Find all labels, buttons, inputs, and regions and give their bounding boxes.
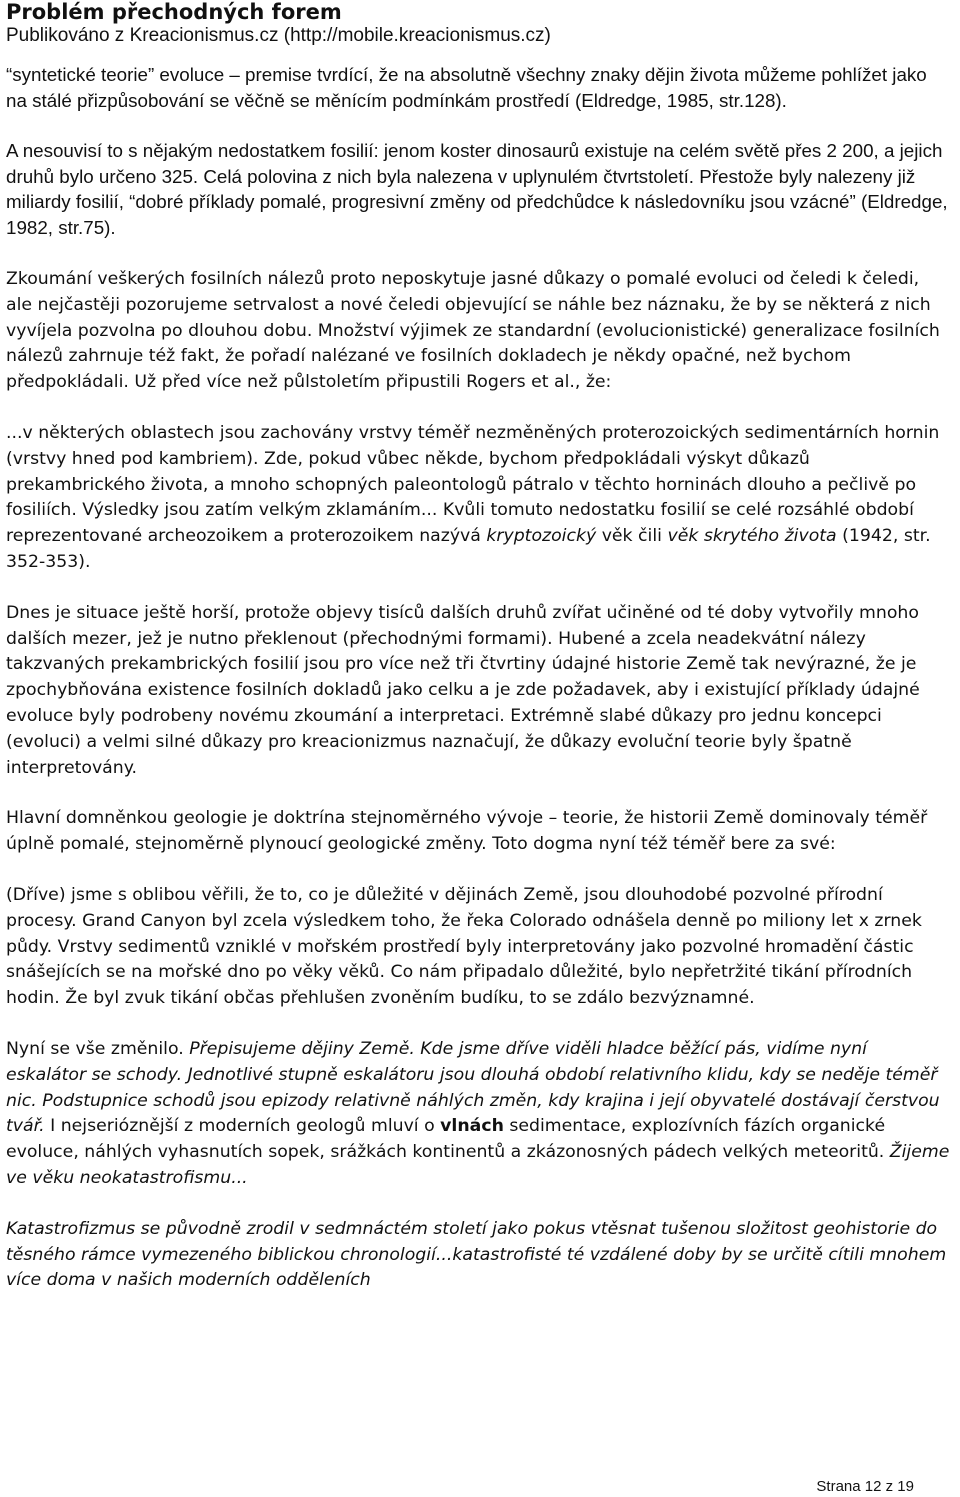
- paragraph-text: Zkoumání veškerých fosilních nálezů proto neposkytuje jasné důkazy o pomalé evoluci od čeledi k čeledi, ale nejčastěji pozorujeme setrvalost a nové čeledi objevující se náhle bez náznaku, že by se některá z nich vyvíjela pozvolna po dlouhou dobu. Množství výjimek ze standardní (evolucionistické) generalizace fosilních nálezů zahrnuje též fakt, že pořadí nalézané ve fosilních dokladech je někdy opačné, než bychom předpokládali. Už před více než půlstoletím připustili Rogers et al., že:: [6, 269, 940, 393]
- paragraph-text: věk čili: [596, 526, 668, 547]
- paragraph-text: A nesouvisí to s nějakým nedostatkem fosilií: jenom koster dinosaurů existuje na celém světě přes 2 200, a jejich druhů bylo určeno 325. Celá polovina z nich byla nalezena v uplynulém čtvrtstoletí.: [6, 140, 943, 187]
- document-title: Problém přechodných forem: [6, 0, 342, 24]
- italic-quote: Žijeme ve věku neokatastrofismu...: [6, 1142, 950, 1188]
- italic-quote: Přepisujeme dějiny Země. Kde jsme dříve viděli hladce běžící pás, vidíme nyní eskalátor se schody. Jednotlivé stupně eskalátoru jsou dlouhá období relativního klidu, kdy se neděje téměř nic. Podstupnice schodů jsou epizody relativně náhlých změn, kdy krajina i její obyvatelé dostávají čerstvou tvář.: [6, 1038, 940, 1137]
- page-header: [6, 0, 954, 47]
- italic-quote: Katastrofizmus se původně zrodil v sedmnáctém století jako pokus vtěsnat tušenou složitost geohistorie do těsného rámce vymezeného biblickou chronologií...katastrofisté té vzdálené doby by se určitě cítili mnohem více doma v našich moderních odděleních: [6, 1218, 947, 1291]
- paragraph-synthetic-theory: [6, 62, 950, 113]
- italic-term: kryptozoický: [486, 526, 597, 547]
- paragraph-text: I nejserióznější z moderních geologů mluví o: [44, 1116, 441, 1137]
- paragraph-catastrophism: [6, 1217, 950, 1294]
- paragraph-text: sedimentace, explozívních fázích organické evoluce, náhlých vyhasnutích sopek, srážkách kontinentů a zkázonosných pádech velkých meteoritů.: [6, 1116, 890, 1163]
- article-body: [6, 62, 950, 1294]
- paragraph-text: Nyní se vše změnilo.: [6, 1038, 190, 1059]
- paragraph-text: (1942, str. 352-353).: [6, 526, 931, 572]
- italic-term: věk skrytého života: [667, 526, 837, 547]
- bold-term: vlnách: [440, 1116, 504, 1137]
- page-number: Strana 12 z 19: [816, 1478, 914, 1495]
- publication-source: Publikováno z Kreacionismus.cz (http://mobile.kreacionismus.cz): [6, 25, 551, 46]
- paragraph-text: ...v některých oblastech jsou zachovány vrstvy téměř nezměněných proterozoických sedimentárních hornin (vrstvy hned pod kambriem). Zde, pokud vůbec někde, bychom předpokládali výskyt důkazů prekambrického života, a mnoho schopných paleontologů pátralo v těchto horninách dlouho a pečlivě po fosiliích. Výsledky jsou zatím velkým zklamáním... Kvůli tomuto nedostatku fosilií se celé rozsáhlé období reprezentované archeozoikem a proterozoikem nazývá: [6, 422, 940, 547]
- paragraph-current-situation: [6, 601, 950, 782]
- paragraph-text: “syntetické teorie” evoluce – premise tvrdící, že na absolutně všechny znaky dějin života můžeme pohlížet jako na stálé přizpůsobování se věčně se měnícím podmínkám prostředí (Eldredge, 1985, str.128).: [6, 64, 927, 111]
- paragraph-text-quote: Přestože byly nalezeny již miliardy fosilií, “dobré příklady pomalé, progresivní změny od předchůdce k následovníku jsou vzácné” (Eldredge, 1982, str.75).: [6, 165, 948, 238]
- paragraph-proterozoic-quote: [6, 421, 950, 576]
- paragraph-uniformitarianism: [6, 806, 950, 858]
- paragraph-text: Dnes je situace ještě horší, protože objevy tisíců dalších druhů zvířat učiněné od té doby vytvořily mnoho dalších mezer, jež je nutno překlenout (přechodnými formami). Hubené a zcela neadekvátní nálezy takzvaných prekambrických fosilií jsou pro více než tři čtvrtiny údajné historie Země tak nevýrazné, že je zpochybňována existence fosilních dokladů jako celku a je zde požadavek, aby i existující příklady údajné evoluce byly podrobeny novému zkoumání a interpretaci. Extrémně slabé důkazy pro jednu koncepci (evoluci) a velmi silné důkazy pro kreacionizmus naznačují, že důkazy evoluční teorie byly špatně interpretovány.: [6, 602, 920, 778]
- paragraph-text: (Dříve) jsme s oblibou věřili, že to, co je důležité v dějinách Země, jsou dlouhodobé pozvolné přírodní procesy. Grand Canyon byl zcela výsledkem toho, že řeka Colorado odnášela denně po miliony let x zrnek půdy. Vrstvy sedimentů vzniklé v mořském prostředí byly interpretovány jako pozvolné hromadění částic snášejících se na mořské dno po věky věků. Co nám připadalo důležité, bylo nepřetržité tikání přírodních hodin. Že byl zvuk tikání občas přehlušen zvoněním budíku, to se zdálo bezvýznamné.: [6, 884, 922, 1009]
- paragraph-fossil-study: [6, 267, 950, 396]
- paragraph-escalator: [6, 1037, 950, 1192]
- paragraph-text: Hlavní domněnkou geologie je doktrína stejnoměrného vývoje – teorie, že historii Země dominovaly téměř úplně pomalé, stejnoměrně plynoucí geologické změny. Toto dogma nyní též téměř bere za své:: [6, 808, 928, 855]
- paragraph-grand-canyon: [6, 883, 950, 1012]
- paragraph-dinosaur-fossils: [6, 138, 950, 240]
